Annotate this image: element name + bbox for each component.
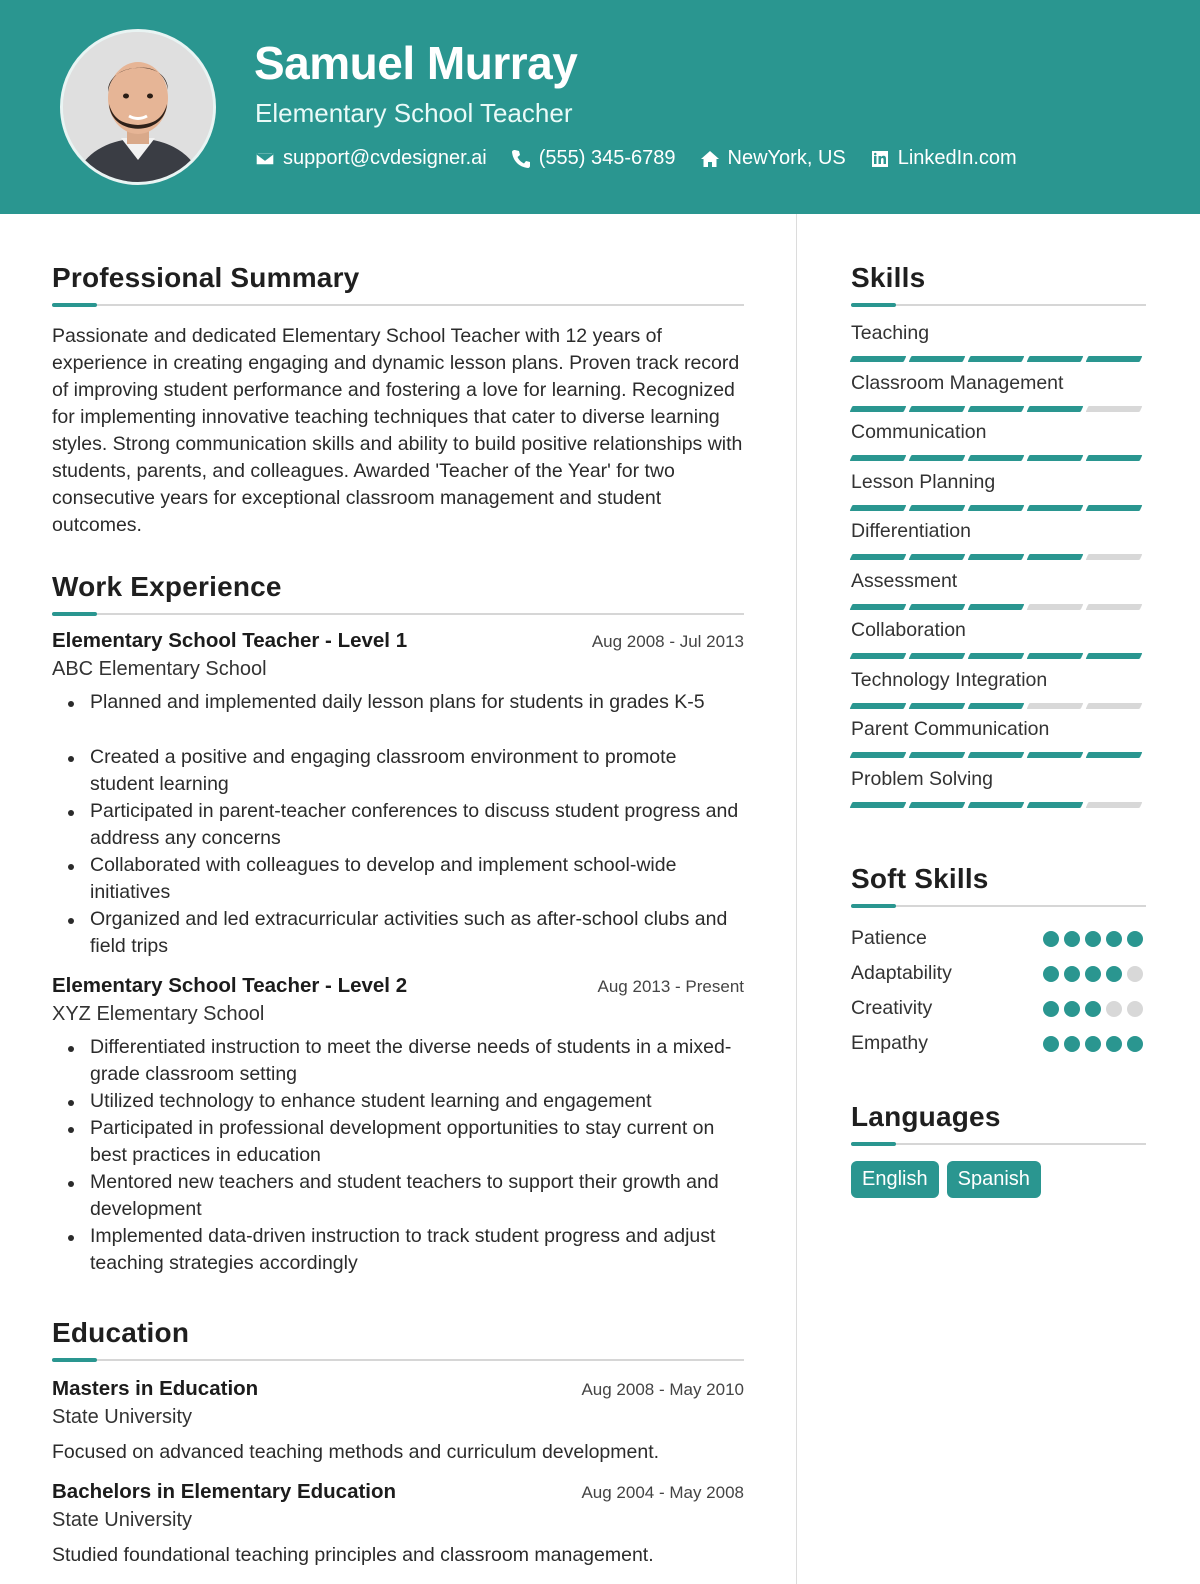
soft-skill-rating: [1043, 1036, 1143, 1052]
work-title: Work Experience: [52, 571, 282, 602]
rating-dot: [1106, 1036, 1122, 1052]
soft-skill-name: Empathy: [851, 1032, 928, 1054]
column-divider: [796, 214, 797, 1584]
skill-level-segment: [1086, 554, 1143, 560]
skill-level-segment: [968, 455, 1025, 461]
skill-level-segment: [909, 802, 966, 808]
candidate-name: Samuel Murray: [254, 37, 578, 89]
skill-level-segment: [1086, 752, 1143, 758]
skill-item: [851, 669, 1146, 719]
skill-level-segment: [909, 703, 966, 709]
skill-level-bar: [851, 406, 1141, 412]
rating-dot: [1043, 1001, 1059, 1017]
soft-skills-section: [851, 863, 1146, 1061]
job-bullets: [52, 689, 744, 960]
skill-level-segment: [850, 406, 907, 412]
phone-icon: [511, 149, 531, 169]
skill-level-segment: [850, 554, 907, 560]
home-icon: [700, 149, 720, 169]
job-entry: [52, 629, 744, 960]
skill-level-segment: [1086, 703, 1143, 709]
list-item: Created a positive and engaging classroom environment to promote student learning: [52, 744, 744, 798]
skill-name: Communication: [851, 421, 987, 443]
skill-level-segment: [850, 455, 907, 461]
rating-dot: [1064, 931, 1080, 947]
skill-level-segment: [909, 604, 966, 610]
skills-title: Skills: [851, 262, 926, 293]
job-date: Aug 2013 - Present: [597, 977, 744, 996]
skill-level-segment: [909, 505, 966, 511]
school-name: State University: [52, 1406, 193, 1428]
rating-dot: [1127, 1036, 1143, 1052]
profile-photo: [63, 32, 213, 182]
education-section: [52, 1317, 744, 1567]
skill-name: Assessment: [851, 569, 958, 592]
skill-level-segment: [1027, 406, 1084, 412]
soft-skill-item: [851, 991, 1146, 1026]
work-section: [52, 571, 744, 1277]
contact-phone[interactable]: [511, 147, 676, 170]
soft-skill-rating: [1043, 966, 1143, 982]
section-rule: [851, 304, 1146, 306]
contact-location: [700, 147, 846, 170]
education-title: Education: [52, 1317, 190, 1348]
soft-skill-item: [851, 921, 1146, 956]
linkedin-text: LinkedIn.com: [897, 147, 1017, 169]
skill-level-segment: [909, 406, 966, 412]
skill-level-segment: [909, 356, 966, 362]
rating-dot: [1106, 966, 1122, 982]
skill-level-segment: [1086, 604, 1143, 610]
skill-level-segment: [1086, 406, 1143, 412]
languages-section: [851, 1101, 1146, 1198]
phone-text: (555) 345-6789: [538, 147, 676, 169]
list-item: Differentiated instruction to meet the diverse needs of students in a mixed-grade classroom setting: [52, 1034, 744, 1088]
job-bullets: [52, 1034, 744, 1277]
skill-level-segment: [968, 356, 1025, 362]
list-item: Participated in parent-teacher conferences to discuss student progress and address any concerns: [52, 798, 744, 852]
education-entry: [52, 1377, 744, 1464]
skill-item: [851, 421, 1146, 471]
rating-dot: [1043, 966, 1059, 982]
job-entry: [52, 974, 744, 1277]
skill-level-bar: [851, 604, 1141, 610]
education-description: Focused on advanced teaching methods and curriculum development.: [52, 1441, 660, 1463]
skill-level-segment: [968, 554, 1025, 560]
education-entry: [52, 1480, 744, 1567]
skill-name: Teaching: [851, 322, 930, 344]
summary-title: Professional Summary: [52, 262, 360, 293]
skill-level-segment: [850, 604, 907, 610]
school-name: State University: [52, 1509, 193, 1531]
skill-level-bar: [851, 802, 1141, 808]
skill-item: [851, 570, 1146, 620]
skill-level-bar: [851, 653, 1141, 659]
skill-level-segment: [968, 703, 1025, 709]
soft-skill-name: Patience: [851, 927, 927, 949]
rating-dot: [1106, 1001, 1122, 1017]
skill-level-segment: [1027, 604, 1084, 610]
soft-skills-title: Soft Skills: [851, 863, 989, 894]
skill-level-segment: [850, 505, 907, 511]
list-item: Implemented data-driven instruction to track student progress and adjust teaching strategies accordingly: [52, 1223, 744, 1277]
skill-level-segment: [1027, 356, 1084, 362]
skill-level-bar: [851, 455, 1141, 461]
rating-dot: [1085, 1001, 1101, 1017]
skill-level-segment: [850, 356, 907, 362]
contact-linkedin[interactable]: [870, 147, 1017, 170]
skill-level-segment: [1027, 653, 1084, 659]
education-date: Aug 2004 - May 2008: [581, 1483, 744, 1502]
skill-level-segment: [850, 703, 907, 709]
skill-level-segment: [1027, 554, 1084, 560]
section-rule: [851, 905, 1146, 907]
avatar: [60, 29, 216, 185]
rating-dot: [1106, 931, 1122, 947]
skill-name: Problem Solving: [851, 767, 993, 790]
skill-level-segment: [968, 406, 1025, 412]
skill-level-segment: [850, 802, 907, 808]
languages-list: [851, 1161, 1146, 1198]
rating-dot: [1085, 931, 1101, 947]
skill-level-bar: [851, 703, 1141, 709]
location-text: NewYork, US: [727, 147, 846, 169]
resume-header: [0, 0, 1200, 214]
skill-item: [851, 619, 1146, 669]
education-date: Aug 2008 - May 2010: [581, 1380, 744, 1399]
section-rule: [851, 1143, 1146, 1145]
section-rule: [52, 304, 744, 306]
skill-level-segment: [850, 752, 907, 758]
job-organization: XYZ Elementary School: [52, 1003, 265, 1025]
soft-skill-name: Adaptability: [851, 962, 952, 984]
rating-dot: [1043, 1036, 1059, 1052]
rating-dot: [1064, 1036, 1080, 1052]
section-rule: [52, 1359, 744, 1361]
rating-dot: [1127, 931, 1143, 947]
skill-level-segment: [1086, 653, 1143, 659]
linkedin-icon: [870, 149, 890, 169]
list-item: Collaborated with colleagues to develop and implement school-wide initiatives: [52, 852, 744, 906]
skill-level-segment: [1027, 703, 1084, 709]
skill-level-segment: [850, 653, 907, 659]
summary-text: Passionate and dedicated Elementary School Teacher with 12 years of experience in creating engaging and dynamic lesson plans. Proven track record of improving student performance and fostering a love for learning. Recognized for implementing innovative teaching techniques that cater to diverse learning styles. Strong communication skills and ability to build positive relationships with students, parents, and colleagues. Awarded 'Teacher of the Year' for two consecutive years for exceptional classroom management and student outcomes.: [52, 325, 743, 536]
main-column: [52, 262, 744, 1567]
language-tag: English: [851, 1161, 939, 1198]
skill-level-segment: [909, 752, 966, 758]
languages-title: Languages: [851, 1101, 1001, 1132]
rating-dot: [1085, 1036, 1101, 1052]
soft-skill-name: Creativity: [851, 997, 933, 1019]
skill-name: Differentiation: [851, 520, 971, 542]
envelope-icon: [255, 149, 275, 169]
rating-dot: [1043, 931, 1059, 947]
skill-level-bar: [851, 505, 1141, 511]
rating-dot: [1127, 1001, 1143, 1017]
skill-level-bar: [851, 356, 1141, 362]
soft-skill-rating: [1043, 931, 1143, 947]
education-description: Studied foundational teaching principles and classroom management.: [52, 1544, 654, 1566]
skill-item: [851, 718, 1146, 768]
skill-level-segment: [968, 505, 1025, 511]
job-date: Aug 2008 - Jul 2013: [591, 632, 744, 651]
language-tag: Spanish: [947, 1161, 1041, 1198]
skill-name: Lesson Planning: [851, 470, 996, 493]
contact-email[interactable]: [255, 147, 487, 170]
skill-level-segment: [909, 455, 966, 461]
skill-level-segment: [1027, 752, 1084, 758]
skill-item: [851, 768, 1146, 818]
skill-level-segment: [968, 604, 1025, 610]
skill-level-segment: [1027, 802, 1084, 808]
rating-dot: [1064, 966, 1080, 982]
skill-level-segment: [1086, 802, 1143, 808]
section-rule: [52, 613, 744, 615]
contact-bar: [255, 147, 1017, 170]
list-item: Organized and led extracurricular activities such as after-school clubs and field trips: [52, 906, 744, 960]
skill-name: Classroom Management: [851, 371, 1064, 394]
rating-dot: [1127, 966, 1143, 982]
degree-title: Bachelors in Elementary Education: [52, 1480, 397, 1503]
list-item: Planned and implemented daily lesson plans for students in grades K-5: [52, 689, 744, 716]
skill-item: [851, 471, 1146, 521]
skill-level-bar: [851, 554, 1141, 560]
job-title: Elementary School Teacher - Level 1: [52, 629, 408, 652]
soft-skills-list: [851, 921, 1146, 1061]
skill-level-segment: [968, 802, 1025, 808]
candidate-role: Elementary School Teacher: [255, 98, 573, 128]
job-title: Elementary School Teacher - Level 2: [52, 974, 408, 997]
sidebar-column: [851, 262, 1146, 1198]
skill-item: [851, 372, 1146, 422]
skill-level-segment: [1086, 356, 1143, 362]
rating-dot: [1064, 1001, 1080, 1017]
job-organization: ABC Elementary School: [52, 658, 267, 680]
skill-name: Technology Integration: [851, 668, 1048, 691]
skill-level-segment: [909, 554, 966, 560]
soft-skill-rating: [1043, 1001, 1143, 1017]
skill-level-segment: [1086, 505, 1143, 511]
list-item: Utilized technology to enhance student learning and engagement: [52, 1088, 744, 1115]
skill-item: [851, 520, 1146, 570]
list-item: Mentored new teachers and student teachers to support their growth and development: [52, 1169, 744, 1223]
skill-level-segment: [1027, 505, 1084, 511]
soft-skill-item: [851, 1026, 1146, 1061]
skills-section: [851, 262, 1146, 817]
skill-name: Parent Communication: [851, 718, 1050, 740]
skill-level-segment: [968, 653, 1025, 659]
skills-list: [851, 322, 1146, 817]
skill-level-segment: [909, 653, 966, 659]
skill-level-bar: [851, 752, 1141, 758]
rating-dot: [1085, 966, 1101, 982]
summary-section: [52, 262, 744, 539]
skill-level-segment: [1086, 455, 1143, 461]
skill-level-segment: [1027, 455, 1084, 461]
skill-level-segment: [968, 752, 1025, 758]
skill-item: [851, 322, 1146, 372]
soft-skill-item: [851, 956, 1146, 991]
list-item: Participated in professional development opportunities to stay current on best practices in education: [52, 1115, 744, 1169]
email-text: support@cvdesigner.ai: [283, 147, 487, 169]
degree-title: Masters in Education: [52, 1377, 259, 1400]
skill-name: Collaboration: [851, 619, 966, 641]
